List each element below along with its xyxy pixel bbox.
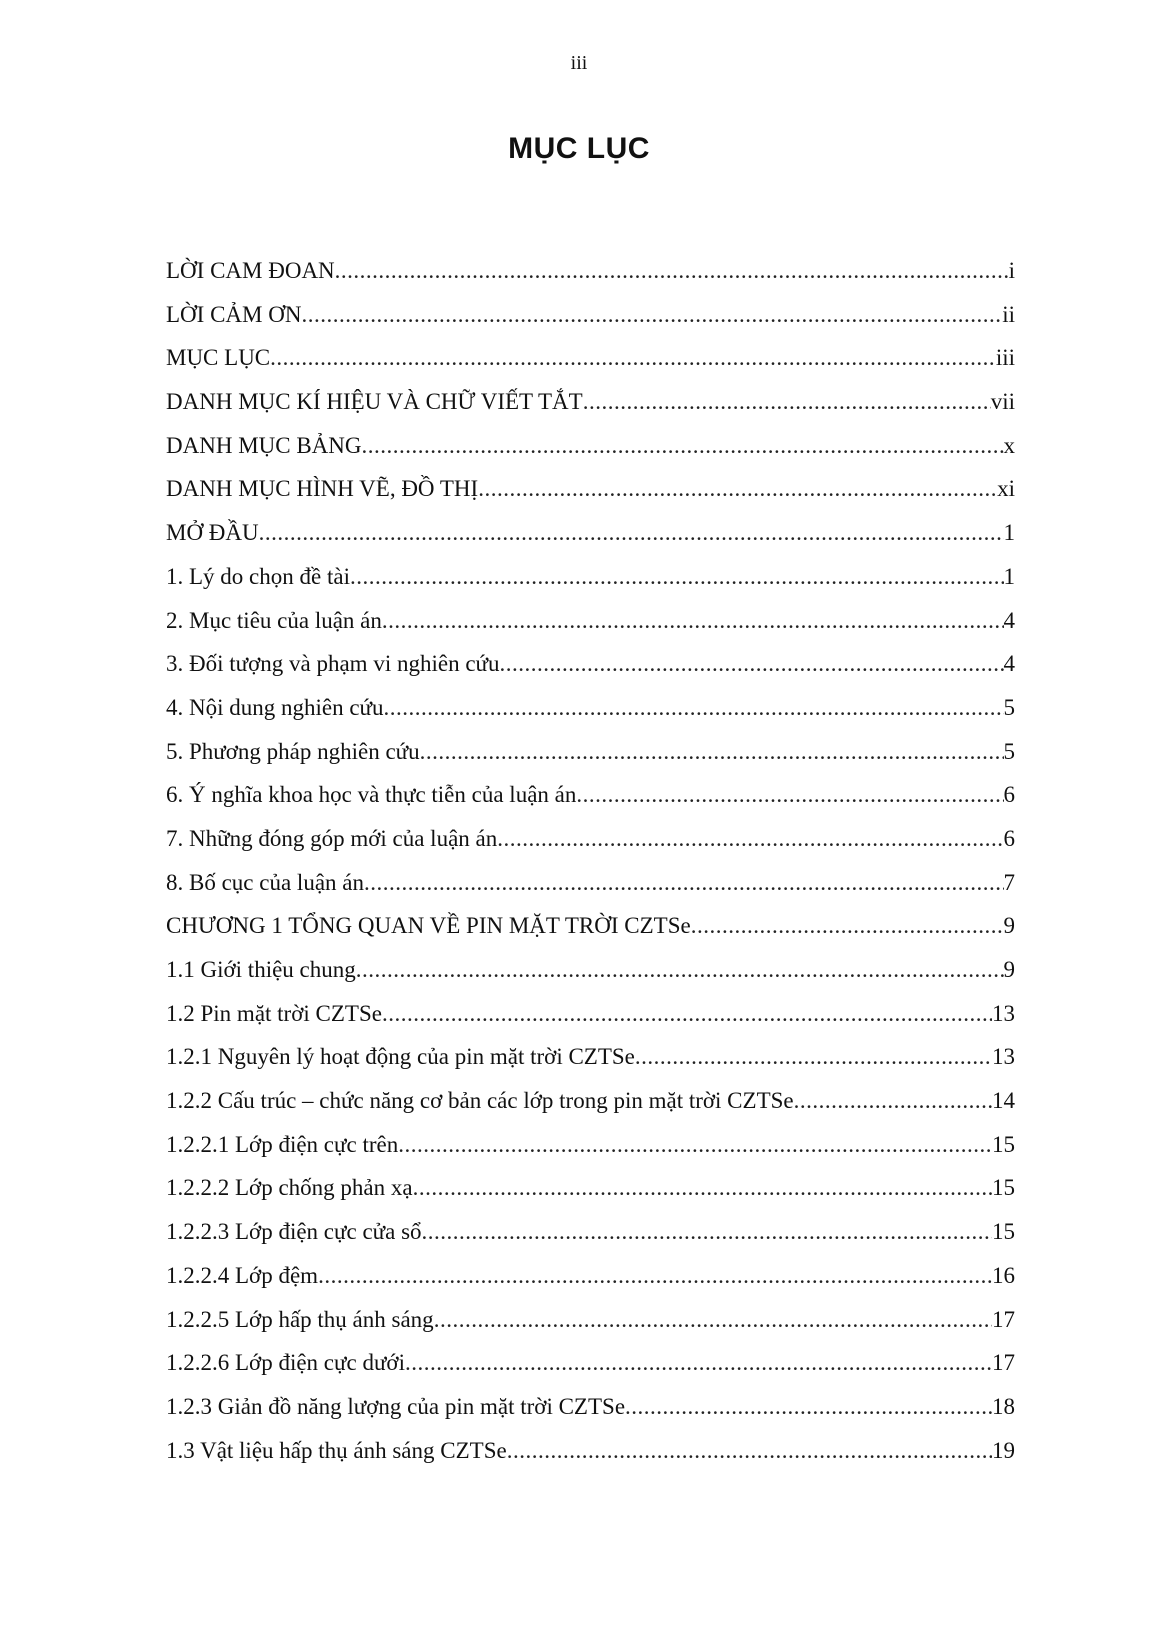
- dot-leader: [384, 695, 1004, 721]
- toc-entry[interactable]: [166, 1394, 1015, 1438]
- dot-leader: [420, 739, 1004, 765]
- toc-entry-label: 1.2.2.4 Lớp đệm: [166, 1262, 319, 1288]
- toc-entry-page-number: 13: [992, 1000, 1015, 1026]
- table-of-contents: [166, 258, 1015, 1481]
- toc-entry[interactable]: [166, 258, 1015, 302]
- toc-entry-label: 1.2.1 Nguyên lý hoạt động của pin mặt trời CZTSe: [166, 1044, 635, 1070]
- toc-entry[interactable]: [166, 1263, 1015, 1307]
- dot-leader: [356, 957, 1004, 983]
- dot-leader: [583, 389, 991, 415]
- toc-entry-label: CHƯƠNG 1 TỔNG QUAN VỀ PIN MẶT TRỜI CZTSe: [166, 913, 691, 939]
- toc-entry-label: 1.2.2.6 Lớp điện cực dưới: [166, 1350, 405, 1376]
- toc-entry[interactable]: [166, 651, 1015, 695]
- toc-entry-label: MỞ ĐẦU: [166, 520, 259, 546]
- toc-entry-page-number: 1: [1003, 563, 1015, 589]
- toc-entry-page-number: 4: [1003, 651, 1015, 677]
- toc-entry-label: 3. Đối tượng và phạm vi nghiên cứu: [166, 651, 500, 677]
- toc-entry[interactable]: [166, 345, 1015, 389]
- toc-entry[interactable]: [166, 433, 1015, 477]
- toc-entry-label: DANH MỤC BẢNG: [166, 432, 362, 458]
- toc-entry-page-number: 5: [1003, 694, 1015, 720]
- dot-leader: [635, 1044, 992, 1070]
- toc-entry[interactable]: [166, 1307, 1015, 1351]
- toc-entry-page-number: 4: [1003, 607, 1015, 633]
- dot-leader: [500, 651, 1004, 677]
- toc-entry-page-number: i: [1008, 258, 1015, 283]
- dot-leader: [335, 258, 1009, 284]
- toc-entry-label: 1.2.2.2 Lớp chống phản xạ: [166, 1175, 413, 1201]
- toc-entry-page-number: 15: [992, 1131, 1015, 1157]
- dot-leader: [794, 1088, 992, 1114]
- toc-entry[interactable]: [166, 1088, 1015, 1132]
- dot-leader: [576, 782, 1003, 808]
- toc-entry[interactable]: [166, 1175, 1015, 1219]
- toc-entry-label: 1.2.2 Cấu trúc – chức năng cơ bản các lớp trong pin mặt trời CZTSe: [166, 1088, 794, 1114]
- toc-entry[interactable]: [166, 608, 1015, 652]
- dot-leader: [405, 1350, 992, 1376]
- toc-entry-label: 1.2 Pin mặt trời CZTSe: [166, 1000, 382, 1026]
- toc-entry-page-number: 15: [992, 1175, 1015, 1201]
- dot-leader: [364, 870, 1004, 896]
- toc-entry-page-number: 13: [992, 1044, 1015, 1070]
- toc-entry-label: 1.2.2.3 Lớp điện cực cửa sổ: [166, 1219, 422, 1245]
- dot-leader: [259, 520, 1004, 546]
- toc-entry-label: 6. Ý nghĩa khoa học và thực tiễn của luận án: [166, 782, 577, 808]
- dot-leader: [270, 345, 996, 371]
- dot-leader: [382, 608, 1004, 634]
- toc-entry[interactable]: [166, 913, 1015, 957]
- toc-entry[interactable]: [166, 782, 1015, 826]
- dot-leader: [398, 1132, 992, 1158]
- toc-entry-label: 2. Mục tiêu của luận án: [166, 607, 382, 633]
- toc-entry-label: DANH MỤC HÌNH VẼ, ĐỒ THỊ: [166, 476, 479, 502]
- toc-entry-page-number: x: [1003, 432, 1015, 458]
- toc-entry-page-number: 6: [1003, 825, 1015, 851]
- toc-entry-page-number: 17: [992, 1350, 1015, 1376]
- toc-entry[interactable]: [166, 870, 1015, 914]
- toc-entry-page-number: 17: [992, 1306, 1015, 1332]
- dot-leader: [350, 564, 1004, 590]
- toc-entry[interactable]: [166, 695, 1015, 739]
- dot-leader: [507, 1438, 992, 1464]
- toc-entry-page-number: 6: [1003, 782, 1015, 808]
- toc-entry-label: 1.1 Giới thiệu chung: [166, 957, 356, 982]
- toc-entry[interactable]: [166, 1350, 1015, 1394]
- dot-leader: [422, 1219, 992, 1245]
- toc-entry[interactable]: [166, 520, 1015, 564]
- toc-entry-page-number: 1: [1003, 520, 1015, 546]
- toc-entry-label: DANH MỤC KÍ HIỆU VÀ CHỮ VIẾT TẮT: [166, 389, 583, 415]
- toc-entry-label: 1.2.2.5 Lớp hấp thụ ánh sáng: [166, 1306, 434, 1332]
- toc-entry-label: LỜI CẢM ƠN: [166, 301, 302, 327]
- dot-leader: [625, 1394, 992, 1420]
- toc-entry[interactable]: [166, 389, 1015, 433]
- toc-entry[interactable]: [166, 739, 1015, 783]
- toc-entry[interactable]: [166, 1132, 1015, 1176]
- toc-entry-page-number: 15: [992, 1219, 1015, 1245]
- toc-entry-page-number: 14: [992, 1088, 1015, 1114]
- toc-entry-label: 1.2.2.1 Lớp điện cực trên: [166, 1131, 399, 1157]
- toc-entry[interactable]: [166, 957, 1015, 1001]
- toc-entry-page-number: vii: [990, 389, 1015, 415]
- toc-entry[interactable]: [166, 564, 1015, 608]
- dot-leader: [301, 302, 1002, 328]
- toc-entry[interactable]: [166, 302, 1015, 346]
- dot-leader: [413, 1175, 992, 1201]
- toc-entry-label: 1.2.3 Giản đồ năng lượng của pin mặt trời CZTSe: [166, 1393, 626, 1419]
- toc-entry-page-number: 18: [992, 1393, 1015, 1419]
- toc-entry-page-number: 16: [992, 1262, 1015, 1288]
- toc-entry-page-number: 5: [1003, 738, 1015, 764]
- toc-entry-page-number: 7: [1003, 869, 1015, 895]
- dot-leader: [691, 913, 1004, 939]
- toc-entry-page-number: 9: [1003, 913, 1015, 939]
- toc-entry-label: 8. Bố cục của luận án: [166, 869, 364, 895]
- toc-entry-label: 7. Những đóng góp mới của luận án: [166, 825, 498, 851]
- toc-entry[interactable]: [166, 1219, 1015, 1263]
- page-title: MỤC LỤC: [508, 132, 650, 165]
- dot-leader: [382, 1001, 992, 1027]
- toc-entry-page-number: ii: [1002, 301, 1015, 327]
- toc-entry-page-number: xi: [997, 476, 1015, 502]
- dot-leader: [318, 1263, 992, 1289]
- toc-entry-label: 5. Phương pháp nghiên cứu: [166, 738, 420, 764]
- toc-entry[interactable]: [166, 1001, 1015, 1045]
- dot-leader: [497, 826, 1003, 852]
- dot-leader: [478, 476, 997, 502]
- dot-leader: [434, 1307, 992, 1333]
- toc-entry[interactable]: [166, 826, 1015, 870]
- dot-leader: [362, 433, 1004, 459]
- toc-entry-label: 1.3 Vật liệu hấp thụ ánh sáng CZTSe: [166, 1437, 507, 1463]
- toc-entry-label: MỤC LỤC: [166, 345, 271, 371]
- toc-entry-label: 1. Lý do chọn đề tài: [166, 563, 350, 589]
- toc-entry-page-number: 9: [1003, 957, 1015, 982]
- toc-entry-label: LỜI CAM ĐOAN: [166, 258, 335, 283]
- page-number: iii: [570, 52, 588, 74]
- toc-entry[interactable]: [166, 1438, 1015, 1482]
- toc-entry-page-number: 19: [992, 1437, 1015, 1463]
- toc-entry[interactable]: [166, 1044, 1015, 1088]
- toc-entry-label: 4. Nội dung nghiên cứu: [166, 694, 384, 720]
- toc-entry-page-number: iii: [995, 345, 1015, 371]
- toc-entry[interactable]: [166, 476, 1015, 520]
